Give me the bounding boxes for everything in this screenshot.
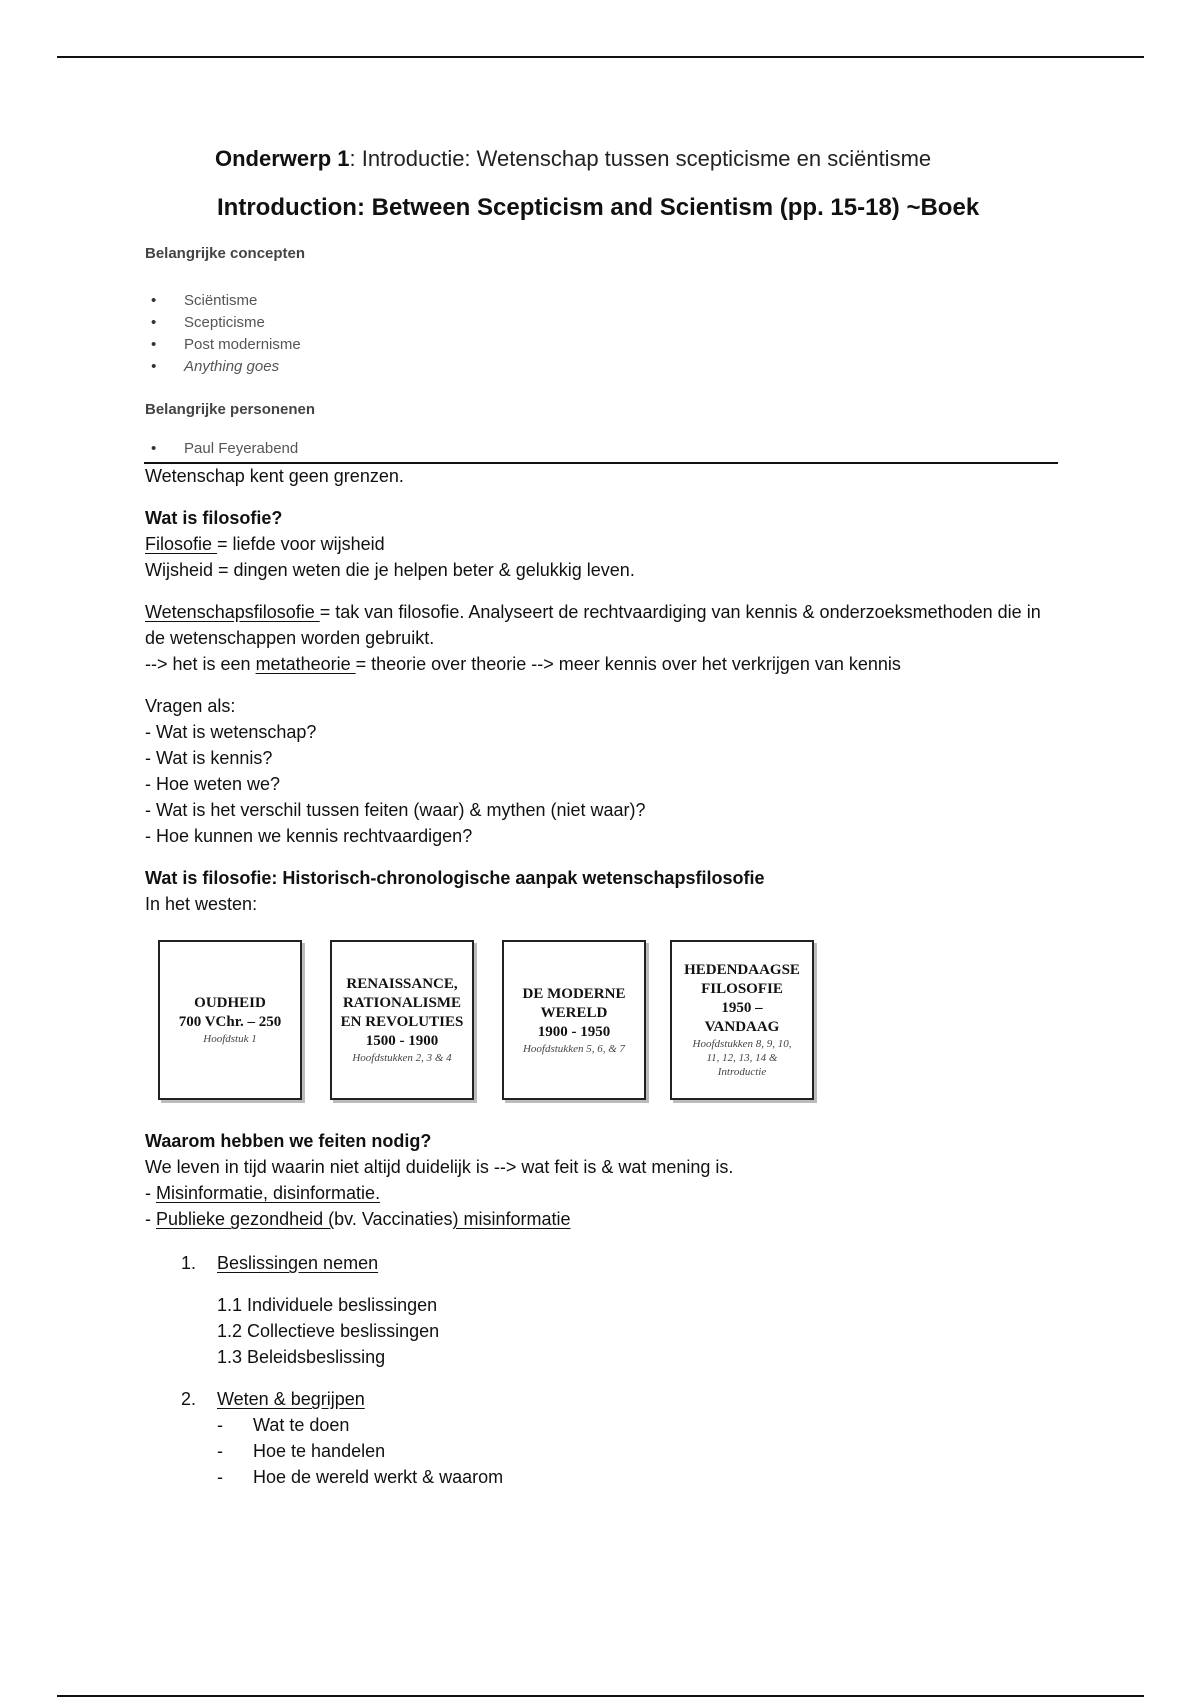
concepts-heading: Belangrijke concepten xyxy=(145,245,306,262)
knowing-item-text: Wat te doen xyxy=(253,1415,350,1435)
question-item: - Hoe weten we? xyxy=(145,774,281,794)
notes-block xyxy=(145,463,1045,917)
knowing-title-line xyxy=(0,1386,1100,1412)
facts-heading: Waarom hebben we feiten nodig? xyxy=(145,1131,432,1151)
reasons-block xyxy=(0,1250,1100,1490)
persons-heading: Belangrijke personenen xyxy=(145,401,316,418)
list-item: • Scepticisme xyxy=(147,312,301,334)
decision-item: 1.3 Beleidsbeslissing xyxy=(217,1347,386,1367)
pos-text: = tak van filosofie. Analyseert de rechtvaardiging van kennis & onderzoeksmethoden die in de wetenschappen worden gebruikt. xyxy=(145,602,1041,648)
knowing-item: - Wat te doen xyxy=(217,1415,350,1435)
facts-line: - Publieke gezondheid (bv. Vaccinaties) misinformatie xyxy=(145,1209,571,1229)
knowing-item-text: Hoe te handelen xyxy=(253,1441,386,1461)
concepts-list xyxy=(147,290,301,378)
meta-prefix: --> het is een xyxy=(145,654,256,674)
knowing-title: Weten & begrijpen xyxy=(217,1389,365,1409)
subject-line xyxy=(215,146,931,172)
list-item: • Paul Feyerabend xyxy=(147,438,298,460)
question-item: - Wat is het verschil tussen feiten (waar) & mythen (niet waar)? xyxy=(145,800,646,820)
timeline-box-contemporary xyxy=(670,940,814,1100)
pos-definition xyxy=(145,599,1045,651)
intro-line: Wetenschap kent geen grenzen. xyxy=(145,466,404,486)
philosophy-heading: Wat is filosofie? xyxy=(145,508,283,528)
questions-intro: Vragen als: xyxy=(145,696,236,716)
bottom-rule xyxy=(57,1695,1144,1697)
question-item: - Wat is kennis? xyxy=(145,748,273,768)
metatheory-line xyxy=(145,651,1045,677)
meta-term: metatheorie xyxy=(255,654,356,674)
facts-block xyxy=(145,1128,1045,1232)
knowing-item: - Hoe de wereld werkt & waarom xyxy=(217,1467,504,1487)
timeline-title: OUDHEID 700 VChr. – 250 xyxy=(178,995,282,1030)
timeline-chapters: Hoofdstukken 2, 3 & 4 xyxy=(352,1052,452,1064)
book-title: Introduction: Between Scepticism and Scientism (pp. 15-18) ~Boek xyxy=(217,194,980,221)
timeline-title: HEDENDAAGSE FILOSOFIE 1950 – VANDAAG xyxy=(684,962,800,1035)
list-item: • Anything goes xyxy=(147,356,301,378)
decisions-title-line xyxy=(0,1250,1100,1276)
timeline-chapters: Hoofdstuk 1 xyxy=(203,1033,257,1045)
decisions-title: Beslissingen nemen xyxy=(217,1253,379,1273)
timeline-chapters: Hoofdstukken 8, 9, 10, 11, 12, 13, 14 & Introductie xyxy=(692,1038,792,1078)
decision-item: 1.1 Individuele beslissingen xyxy=(217,1295,438,1315)
timeline-chapters: Hoofdstukken 5, 6, & 7 xyxy=(522,1042,626,1055)
health-misinfo-text: ) misinformatie xyxy=(452,1209,571,1229)
vaccination-text: bv. Vaccinaties xyxy=(334,1209,453,1229)
subject-label: Onderwerp 1 xyxy=(215,146,350,171)
misinformation-text: Misinformatie, disinformatie. xyxy=(156,1183,381,1203)
knowing-item-text: Hoe de wereld werkt & waarom xyxy=(253,1467,504,1487)
knowing-item: - Hoe te handelen xyxy=(217,1441,386,1461)
list-item: • Sciëntisme xyxy=(147,290,301,312)
philosophy-definition xyxy=(145,531,1045,557)
history-heading: Wat is filosofie: Historisch-chronologische aanpak wetenschapsfilosofie xyxy=(145,868,765,888)
meta-suffix: = theorie over theorie --> meer kennis over het verkrijgen van kennis xyxy=(355,654,901,674)
timeline-box-antiquity xyxy=(158,940,302,1100)
timeline-box-renaissance xyxy=(330,940,474,1100)
pos-term: Wetenschapsfilosofie xyxy=(145,602,320,622)
top-rule xyxy=(57,56,1144,58)
history-sub: In het westen: xyxy=(145,894,258,914)
philosophy-term: Filosofie xyxy=(145,534,218,554)
list-item: • Post modernisme xyxy=(147,334,301,356)
list-number: 2. xyxy=(181,1389,197,1409)
timeline-box-modern xyxy=(502,940,646,1100)
timeline-title: DE MODERNE WERELD 1900 - 1950 xyxy=(522,985,626,1040)
decision-item: 1.2 Collectieve beslissingen xyxy=(217,1321,440,1341)
wisdom-line: Wijsheid = dingen weten die je helpen beter & gelukkig leven. xyxy=(145,560,635,580)
list-number: 1. xyxy=(181,1253,197,1273)
facts-line: We leven in tijd waarin niet altijd duidelijk is --> wat feit is & wat mening is. xyxy=(145,1157,734,1177)
facts-line: - Misinformatie, disinformatie. xyxy=(145,1183,381,1203)
subject-text: : Introductie: Wetenschap tussen scepticisme en sciëntisme xyxy=(349,146,932,171)
question-item: - Hoe kunnen we kennis rechtvaardigen? xyxy=(145,826,473,846)
persons-list xyxy=(147,438,298,460)
philosophy-def-text: = liefde voor wijsheid xyxy=(217,534,385,554)
question-item: - Wat is wetenschap? xyxy=(145,722,317,742)
timeline-title: RENAISSANCE, RATIONALISME EN REVOLUTIES 1500 - 1900 xyxy=(340,976,464,1049)
health-text: Publieke gezondheid ( xyxy=(156,1209,335,1229)
